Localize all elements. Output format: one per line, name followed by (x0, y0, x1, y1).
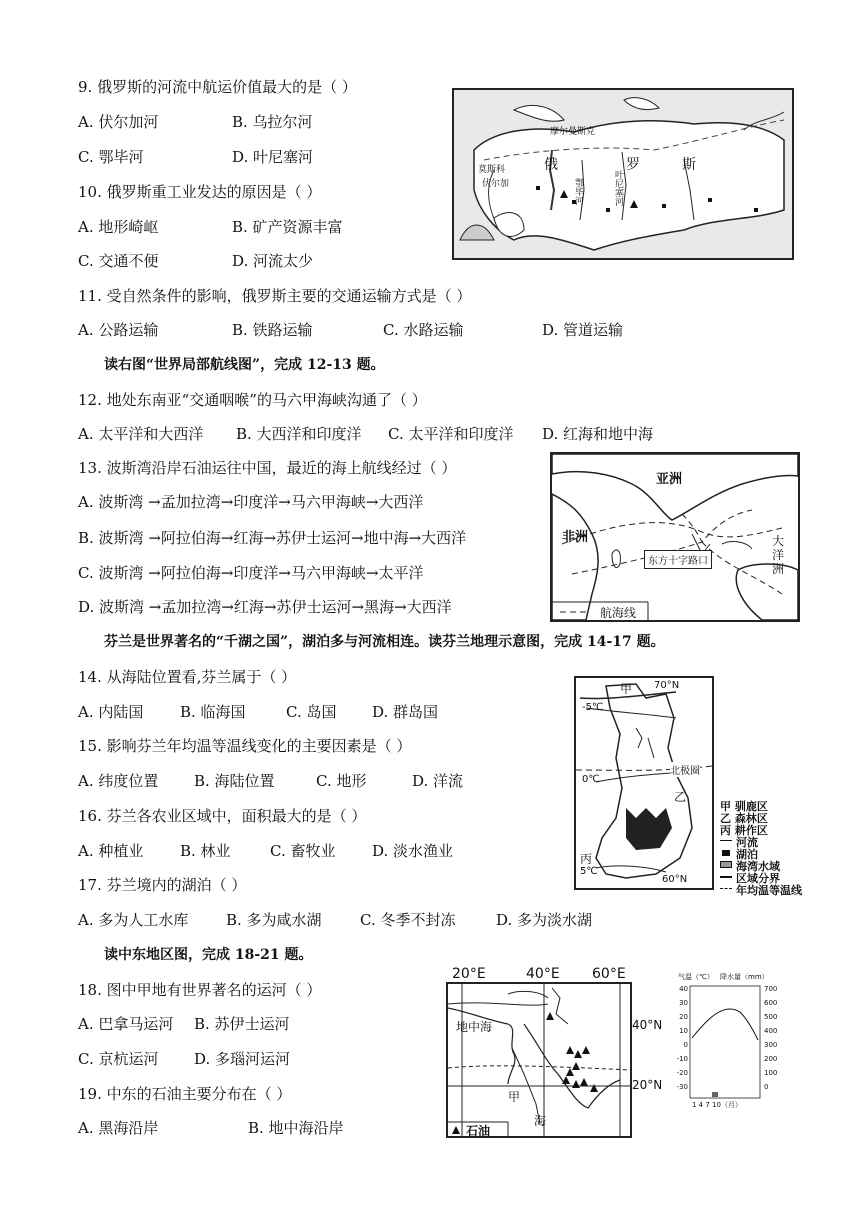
label-africa: 非洲 (562, 530, 589, 545)
mideast-figure (446, 966, 663, 1138)
lake-legend-icon (722, 850, 730, 856)
climate-chart (668, 972, 790, 1110)
label-arctic: 北极圈 (670, 762, 700, 777)
q9-option-b: B. 乌拉尔河 (232, 113, 313, 131)
q15-option-c: C. 地形 (316, 772, 367, 790)
q9-stem: 9. 俄罗斯的河流中航运价值最大的是（ ） (78, 78, 357, 96)
q10-option-b: B. 矿产资源丰富 (232, 218, 343, 236)
q9-option-d: D. 叶尼塞河 (232, 148, 314, 166)
label-yi: 乙 (674, 790, 687, 804)
temp-axis-title: 气温（℃） (678, 973, 714, 981)
label-bing: 丙 (580, 852, 593, 866)
q13-option-b: B. 波斯湾 →阿拉伯海→红海→苏伊士运河→地中海→大西洋 (78, 529, 467, 547)
label-lat60: 60°N (662, 874, 688, 885)
temp-ticks (668, 982, 688, 1094)
q13-option-d: D. 波斯湾 →孟加拉湾→红海→苏伊士运河→黑海→大西洋 (78, 598, 452, 616)
isotherm-legend-icon (720, 888, 732, 889)
finland-legend (720, 798, 814, 898)
label-hai: 海 (534, 1114, 547, 1128)
intro-14-17: 芬兰是世界著名的“千湖之国”，湖泊多与河流相连。读芬兰地理示意图，完成 14-17 题。 (104, 634, 665, 650)
q19-option-b: B. 地中海沿岸 (248, 1119, 344, 1137)
label-murmansk: 摩尔曼斯克 (550, 127, 596, 137)
q18-option-d: D. 多瑙河运河 (194, 1050, 291, 1068)
prec-tick: 0 (764, 1083, 769, 1091)
mideast-map (446, 982, 632, 1138)
intro-18-21: 读中东地区图，完成 18-21 题。 (104, 947, 313, 963)
label-volga: 伏尔加 (482, 179, 510, 189)
label-lon60: 60°E (592, 966, 626, 982)
label-russia-1: 俄 (544, 157, 558, 173)
temp-tick: 0 (683, 1041, 688, 1049)
prec-tick: 300 (764, 1041, 778, 1049)
label-lon40: 40°E (526, 966, 560, 982)
bay-legend-icon (720, 861, 732, 868)
legend-river: 河流 (736, 836, 758, 849)
q13-option-a: A. 波斯湾 →孟加拉湾→印度洋→马六甲海峡→大西洋 (78, 493, 424, 511)
legend-lake: 湖泊 (736, 848, 758, 861)
finland-map (574, 676, 714, 890)
label-moscow: 莫斯科 (478, 165, 506, 175)
q13-option-c: C. 波斯湾 →阿拉伯海→印度洋→马六甲海峡→太平洋 (78, 564, 424, 582)
q14-stem: 14. 从海陆位置看,芬兰属于（ ） (78, 668, 297, 686)
q14-option-b: B. 临海国 (180, 703, 246, 721)
boundary-legend-icon (720, 876, 732, 878)
temp-tick: 10 (679, 1027, 688, 1035)
river-legend-icon (720, 840, 732, 841)
q12-option-a: A. 太平洋和大西洋 (78, 425, 204, 443)
q17-option-d: D. 多为淡水湖 (496, 911, 593, 929)
legend-route: 航海线 (600, 606, 637, 620)
label-lon20: 20°E (452, 966, 486, 982)
label-lat70: 70°N (654, 680, 680, 691)
label-oceania: 大洋洲 (772, 534, 785, 576)
legend-oil: 石油 (466, 1124, 491, 1138)
label-yenisei: 叶尼塞河 (613, 170, 623, 206)
q17-option-a: A. 多为人工水库 (78, 911, 189, 929)
q18-option-a: A. 巴拿马运河 (78, 1015, 174, 1033)
label-mediterranean: 地中海 (456, 1020, 493, 1034)
prec-tick: 600 (764, 999, 778, 1007)
q16-stem: 16. 芬兰各农业区域中，面积最大的是（ ） (78, 807, 367, 825)
label-lat40: 40°N (632, 1018, 663, 1032)
label-temp-minus5: -5℃ (582, 702, 604, 713)
q10-option-c: C. 交通不便 (78, 252, 159, 270)
q17-option-b: B. 多为咸水湖 (226, 911, 322, 929)
label-lat20: 20°N (632, 1078, 663, 1092)
q18-option-b: B. 苏伊士运河 (194, 1015, 290, 1033)
q12-option-d: D. 红海和地中海 (542, 425, 654, 443)
q15-option-a: A. 纬度位置 (78, 772, 159, 790)
legend-forest: 乙 森林区 (720, 812, 768, 825)
legend-boundary: 区域分界 (736, 872, 780, 885)
q15-stem: 15. 影响芬兰年均温等温线变化的主要因素是（ ） (78, 737, 412, 755)
q12-option-c: C. 太平洋和印度洋 (388, 425, 514, 443)
temp-tick: 30 (679, 999, 688, 1007)
legend-bay: 海湾水域 (736, 860, 780, 873)
prec-tick: 400 (764, 1027, 778, 1035)
q9-option-c: C. 鄂毕河 (78, 148, 144, 166)
q9-option-a: A. 伏尔加河 (78, 113, 159, 131)
q10-option-a: A. 地形崎岖 (78, 218, 159, 236)
label-russia-3: 斯 (682, 157, 696, 173)
legend-reindeer: 甲 驯鹿区 (720, 800, 768, 813)
finland-figure (574, 676, 814, 906)
q16-option-b: B. 林业 (180, 842, 231, 860)
label-jia-me: 甲 (508, 1090, 521, 1104)
temp-tick: 40 (679, 985, 688, 993)
prec-tick: 700 (764, 985, 778, 993)
q15-option-b: B. 海陆位置 (194, 772, 275, 790)
temp-tick: -30 (676, 1083, 688, 1091)
q13-stem: 13. 波斯湾沿岸石油运往中国，最近的海上航线经过（ ） (78, 459, 457, 477)
q15-option-d: D. 洋流 (412, 772, 464, 790)
q17-stem: 17. 芬兰境内的湖泊（ ） (78, 876, 247, 894)
q17-option-c: C. 冬季不封冻 (360, 911, 456, 929)
q11-option-c: C. 水路运输 (383, 321, 464, 339)
q14-option-c: C. 岛国 (286, 703, 337, 721)
legend-farming: 丙 耕作区 (720, 824, 768, 837)
q18-stem: 18. 图中甲地有世界著名的运河（ ） (78, 981, 322, 999)
prec-ticks (764, 982, 788, 1094)
prec-tick: 200 (764, 1055, 778, 1063)
label-ob: 鄂毕河 (573, 178, 583, 205)
q14-option-a: A. 内陆国 (78, 703, 144, 721)
russia-map (452, 88, 794, 260)
label-asia: 亚洲 (656, 472, 683, 487)
q16-option-a: A. 种植业 (78, 842, 144, 860)
intro-12-13: 读右图“世界局部航线图”，完成 12-13 题。 (104, 357, 385, 373)
label-jia: 甲 (620, 682, 633, 696)
prec-axis-title: 降水量（mm） (720, 973, 769, 981)
label-temp-5: 5℃ (580, 866, 598, 877)
q18-option-c: C. 京杭运河 (78, 1050, 159, 1068)
prec-tick: 500 (764, 1013, 778, 1021)
route-map (550, 452, 800, 622)
q16-option-c: C. 畜牧业 (270, 842, 336, 860)
label-crossroads: 东方十字路口 (644, 550, 712, 569)
prec-tick: 100 (764, 1069, 778, 1077)
q11-stem: 11. 受自然条件的影响，俄罗斯主要的交通运输方式是（ ） (78, 287, 472, 305)
temp-tick: 20 (679, 1013, 688, 1021)
q11-option-d: D. 管道运输 (542, 321, 624, 339)
temp-tick: -10 (676, 1055, 688, 1063)
q10-option-d: D. 河流太少 (232, 252, 314, 270)
q11-option-b: B. 铁路运输 (232, 321, 313, 339)
legend-isotherm: 年均温等温线 (736, 884, 802, 897)
temp-tick: -20 (676, 1069, 688, 1077)
q12-stem: 12. 地处东南亚“交通咽喉”的马六甲海峡沟通了（ ） (78, 391, 427, 409)
q19-stem: 19. 中东的石油主要分布在（ ） (78, 1085, 292, 1103)
q12-option-b: B. 大西洋和印度洋 (236, 425, 362, 443)
q10-stem: 10. 俄罗斯重工业发达的原因是（ ） (78, 183, 322, 201)
q11-option-a: A. 公路运输 (78, 321, 159, 339)
label-temp-0: 0℃ (582, 774, 600, 785)
label-russia-2: 罗 (626, 157, 640, 173)
q16-option-d: D. 淡水渔业 (372, 842, 454, 860)
q14-option-d: D. 群岛国 (372, 703, 439, 721)
q19-option-a: A. 黑海沿岸 (78, 1119, 159, 1137)
month-axis: 1 4 7 10（月） (692, 1101, 742, 1109)
